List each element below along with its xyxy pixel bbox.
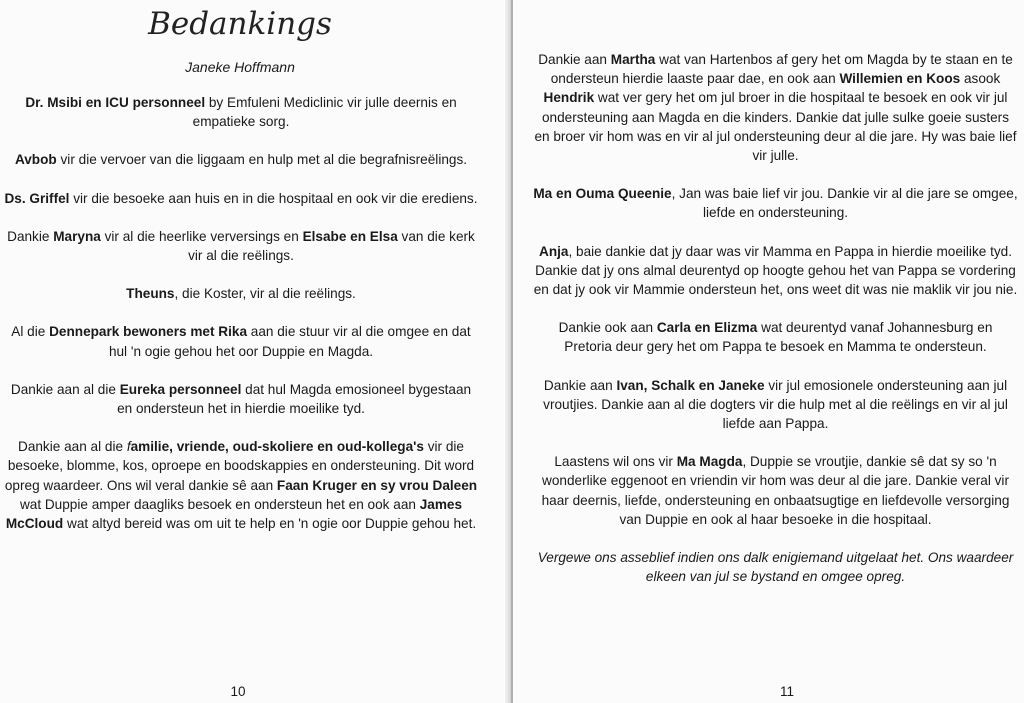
bold-name: Faan Kruger en sy vrou Daleen: [276, 477, 478, 493]
text-run: Laastens wil ons vir: [554, 454, 677, 470]
text-run: aan die stuur vir al die omgee en dat hul 'n ogie gehou het oor Duppie en Magda.: [108, 324, 471, 359]
text-run: Dankie aan: [543, 377, 617, 393]
bold-name: Carla en Elizma: [656, 320, 758, 336]
bold-name: Ds. Griffel: [4, 190, 70, 206]
bold-name: Willemien en Koos: [839, 71, 961, 87]
page-number: 11: [779, 684, 794, 699]
closing-note: Vergewe ons asseblief indien ons dalk enigiemand uitgelaat het. Ons waardeer elkeen van jul se bystand en omgee opreg.: [537, 550, 1014, 585]
bold-name: Ma Magda: [676, 454, 743, 470]
bold-name: Dennepark bewoners met Rika: [49, 324, 248, 340]
text-run: wat Duppie amper daagliks besoek en ondersteun het en ook aan: [19, 496, 420, 512]
page-number: 10: [230, 684, 246, 699]
paragraph: [4, 380, 478, 418]
text-run: , Duppie se vroutjie, dankie sê dat sy so 'n wonderlike eggenoot en vriendin vir hom was deur al die jare. Dankie veral vir haar deernis, liefde, ondersteuning en onbaatsugtige en liefdevolle versorging van Duppie en ook al haar besoeke in die hospitaal.: [541, 454, 1010, 527]
paragraph: [4, 93, 478, 131]
bold-name: Hendrik: [543, 90, 595, 106]
paragraph: [4, 189, 478, 208]
text-run: van die kerk vir al die reëlings.: [188, 228, 475, 264]
left-page-body: [4, 93, 478, 552]
bold-name: Eureka personneel: [119, 381, 242, 397]
bold-name: amilie, vriende, oud-skoliere en oud-kollega's: [130, 439, 424, 455]
bold-name: Elsabe en Elsa: [302, 228, 398, 244]
bold-name: Avbob: [14, 152, 57, 168]
paragraph: [4, 284, 478, 303]
text-run: Dankie ook aan: [558, 320, 657, 336]
paragraph: [533, 50, 1018, 165]
text-run: , Jan was baie lief vir jou. Dankie vir al die jare se omgee, liefde en ondersteuning.: [671, 186, 1018, 221]
text-run: , die Koster, vir al die reëlings.: [174, 286, 356, 302]
text-run: Al die: [11, 324, 50, 340]
author-name: Janeke Hoffmann: [185, 59, 295, 75]
text-run: Dankie aan al die: [10, 381, 120, 397]
bold-name: Martha: [610, 52, 656, 67]
paragraph: [533, 318, 1018, 356]
right-page-body: [533, 50, 1018, 605]
text-run: vir al die heerlike verversings en: [100, 228, 303, 244]
text-run: vir jul emosionele ondersteuning aan jul vroutjies. Dankie aan al die dogters vir die hulp met al die reëlings en vir al jul liefde aan Pappa.: [543, 377, 1008, 432]
bold-name: Ma en Ouma Queenie: [533, 186, 672, 202]
paragraph: [533, 376, 1018, 434]
paragraph: [4, 227, 478, 265]
paragraph: [533, 184, 1018, 222]
bold-name: Anja: [539, 243, 569, 259]
text-run: f: [126, 439, 131, 455]
text-run: dat hul Magda emosioneel bygestaan en ondersteun het in hierdie moeilike tyd.: [117, 381, 472, 417]
text-run: wat altyd bereid was om uit te help en 'n ogie oor Duppie gehou het.: [63, 516, 477, 532]
left-page: [0, 0, 511, 703]
text-run: vir die vervoer van die liggaam en hulp met al die begrafnisreëlings.: [56, 152, 468, 168]
paragraph: [533, 452, 1018, 529]
text-run: vir die besoeke aan huis en in die hospitaal en ook vir die erediens.: [69, 190, 478, 206]
text-run: , baie dankie dat jy daar was vir Mamma en Pappa in hierdie moeilike tyd. Dankie dat jy ons almal deurentyd op hoogte gehou het van Pappa se vordering en dat jy ook vir Mammie ondersteun het, ons weet dit was nie maklik vir jou nie.: [533, 243, 1018, 298]
text-run: asook: [960, 71, 1001, 87]
text-run: wat van Hartenbos af gery het om Magda by te staan en te ondersteun hierdie laaste paar dae, en ook aan: [550, 52, 1013, 87]
bold-name: Maryna: [53, 228, 101, 244]
paragraph: [4, 322, 478, 360]
page-title: Bedankings: [148, 6, 332, 42]
right-page: [513, 0, 1024, 703]
text-run: vir die besoeke, blomme, kos, oproepe en boodskappies en ondersteuning. Dit word opreg waardeer. Ons wil veral dankie sê aan: [4, 439, 475, 493]
paragraph: [4, 150, 478, 169]
text-run: wat ver gery het om jul broer in die hospitaal te besoek en ook vir jul ondersteuning aan Magda en die kinders. Dankie dat julle sulke goeie susters en broer vir hom was en vir al jul ondersteuning deur al die jare. Hy was baie lief vir julle.: [534, 90, 1017, 164]
paragraph: [4, 437, 478, 533]
bold-name: Dr. Msibi en ICU personneel: [25, 95, 206, 110]
bold-name: Ivan, Schalk en Janeke: [616, 377, 765, 393]
text-run: Dankie aan: [538, 52, 611, 67]
text-run: by Emfuleni Mediclinic vir julle deernis en empatieke sorg.: [192, 95, 457, 130]
text-run: Dankie aan al die: [18, 439, 127, 455]
bold-name: James McCloud: [5, 496, 463, 532]
text-run: wat deurentyd vanaf Johannesburg en Pretoria deur gery het om Pappa te besoek en Mamma te ondersteun.: [564, 320, 993, 355]
bold-name: Theuns: [126, 286, 175, 302]
text-run: Dankie: [7, 228, 54, 244]
paragraph: [533, 242, 1018, 300]
